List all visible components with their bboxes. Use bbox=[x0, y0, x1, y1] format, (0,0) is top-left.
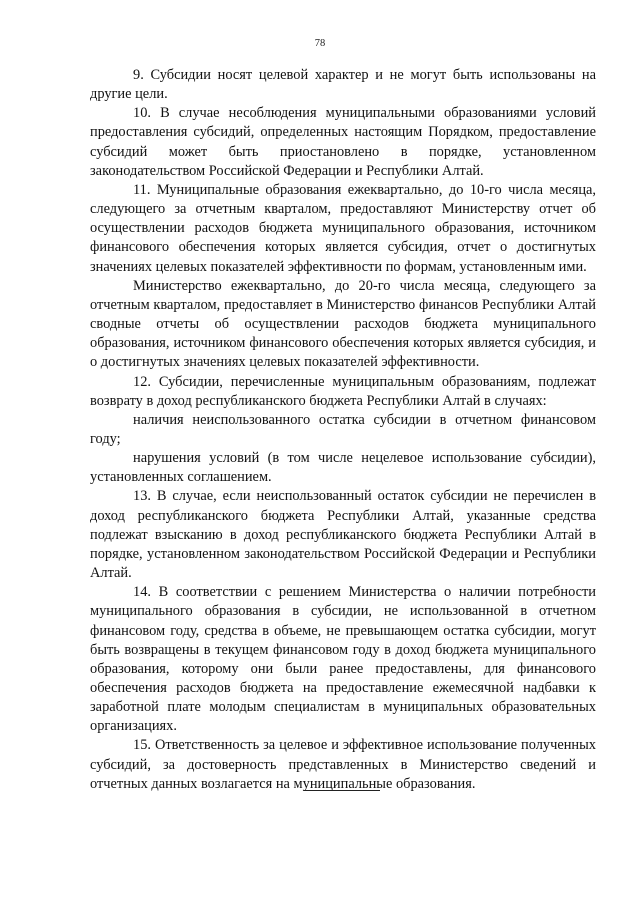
paragraph-12: 12. Субсидии, перечисленные муниципальным образованиям, подлежат возврату в доход республиканского бюджета Республики Алтай в случаях: bbox=[90, 373, 596, 409]
paragraph-11: 11. Муниципальные образования ежеквартально, до 10-го числа месяца, следующего за отчетным кварталом, предоставляют Министерству отчет об осуществлении расходов бюджета муниципального образования, источником финансового обеспечения которых является субсидия, отчет о достигнутых значениях целевых показателей эффективности по формам, установленным ими. bbox=[90, 181, 596, 275]
page-number: 78 bbox=[314, 38, 326, 49]
paragraph-12-case-2: нарушения условий (в том числе нецелевое использование субсидии), установленных соглашением. bbox=[90, 450, 596, 486]
paragraph-14: 14. В соответствии с решением Министерства о наличии потребности муниципального образования в субсидии, не использованной в отчетном финансовом году, средства в объеме, не превышающем остатка субсидии, могут быть возвращены в текущем финансовом году в доход бюджета муниципального образования, которому они были ранее предоставлены, для финансового обеспечения расходов бюджета на предоставление ежемесячной надбавки к заработной плате молодым специалистам в муниципальных образовательных организациях. bbox=[90, 584, 596, 735]
paragraph-11-continued: Министерство ежеквартально, до 20-го числа месяца, следующего за отчетным кварталом, предоставляет в Министерство финансов Республики Алтай сводные отчеты об осуществлении расходов бюджета муниципального образования, источником финансового обеспечения которых является субсидия, и о достигнутых значениях целевых показателей эффективности. bbox=[90, 277, 596, 371]
document-body bbox=[90, 66, 596, 794]
end-of-document-line bbox=[304, 790, 380, 791]
paragraph-13: 13. В случае, если неиспользованный остаток субсидии не перечислен в доход республиканского бюджета Республики Алтай, указанные средства подлежат взысканию в доход республиканского бюджета Республики Алтай в порядке, установленном законодательством Российской Федерации и Республики Алтай. bbox=[90, 488, 596, 582]
paragraph-15: 15. Ответственность за целевое и эффективное использование полученных субсидий, за достоверность представленных в Министерство сведений и отчетных данных возлагается на муниципальные образования. bbox=[90, 737, 596, 792]
paragraph-9: 9. Субсидии носят целевой характер и не могут быть использованы на другие цели. bbox=[90, 67, 596, 103]
paragraph-12-case-1: наличия неиспользованного остатка субсидии в отчетном финансовом году; bbox=[90, 411, 596, 447]
paragraph-10: 10. В случае несоблюдения муниципальными образованиями условий предоставления субсидий, определенных настоящим Порядком, предоставление субсидий может быть приостановлено в порядке, установленном законодательством Российской Федерации и Республики Алтай. bbox=[90, 105, 596, 179]
